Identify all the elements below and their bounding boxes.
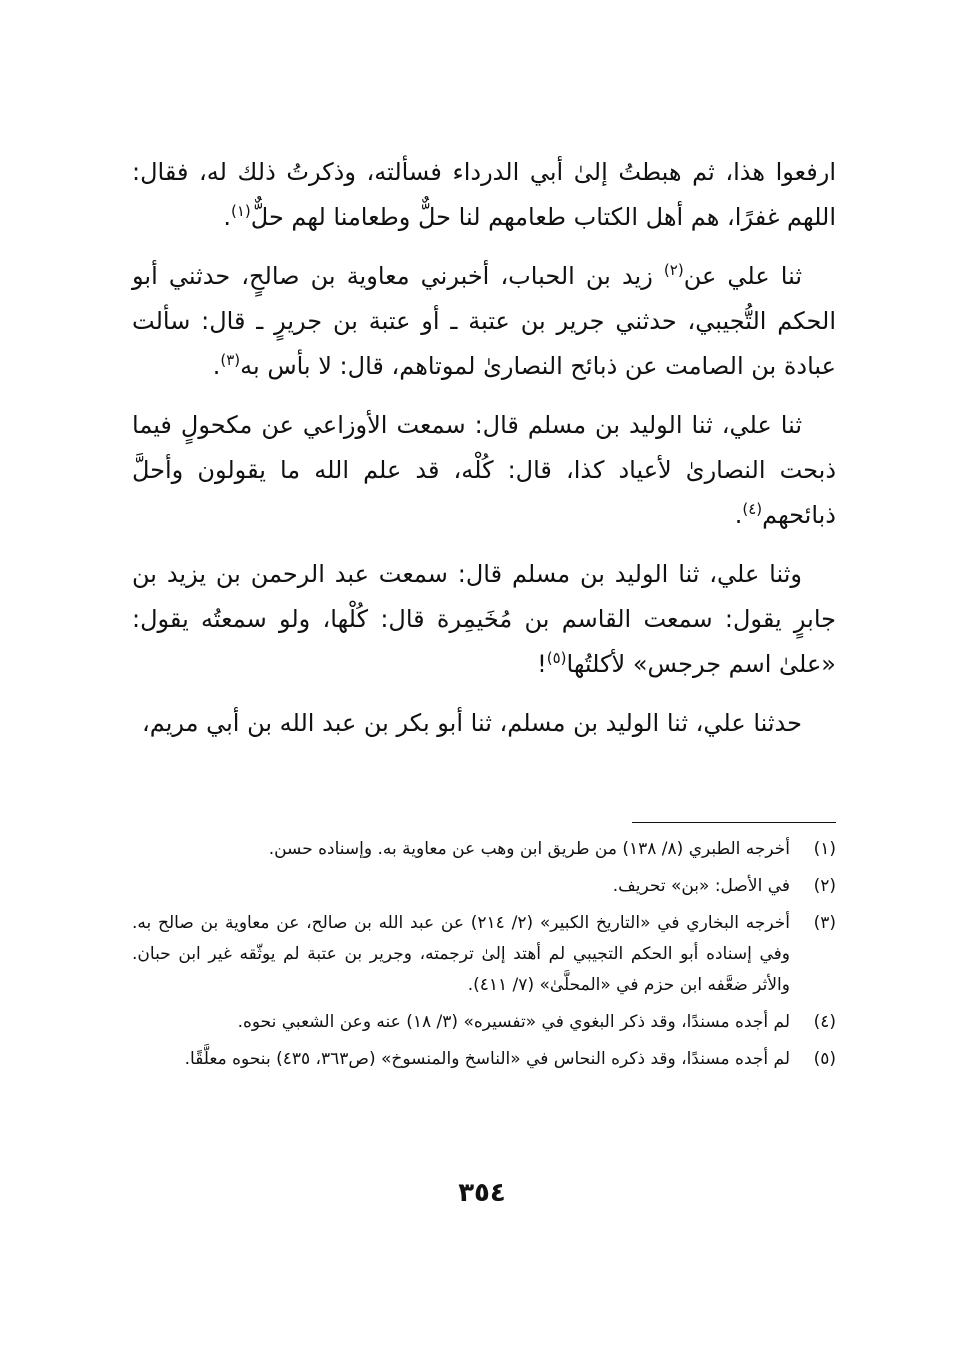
paragraph-text: ثنا علي عن bbox=[683, 262, 802, 290]
paragraph-end: . bbox=[734, 501, 743, 529]
footnote-number: (٤) bbox=[813, 1012, 836, 1032]
footnote-2 bbox=[132, 871, 836, 902]
footnote-text: لم أجده مسندًا، وقد ذكره النحاس في «الناسخ والمنسوخ» (ص٣٦٣، ٤٣٥) بنحوه معلَّقًا. bbox=[184, 1049, 790, 1069]
paragraph-3 bbox=[132, 403, 836, 538]
paragraph-2 bbox=[132, 254, 836, 389]
paragraph-text: ارفعوا هذا، ثم هبطتُ إلىٰ أبي الدرداء فسألته، وذكرتُ ذلك له، فقال: اللهم غفرًا، هم أهل الكتاب طعامهم لنا حلٌّ وطعامنا لهم حلٌّ bbox=[132, 158, 836, 231]
paragraph-5 bbox=[132, 701, 836, 746]
paragraph-end: . bbox=[212, 352, 221, 380]
footnote-ref-1[interactable]: (١) bbox=[230, 202, 251, 220]
footnote-ref-4[interactable]: (٤) bbox=[742, 500, 763, 518]
footnote-text: أخرجه البخاري في «التاريخ الكبير» (٢/ ٢١٤) عن عبد الله بن صالح، عن معاوية بن صالح به. وفي إسناده أبو الحكم التجيبي لم أهتد إلىٰ ترجمته، وجرير بن عتبة لم يوثّقه غير ابن حبان. والأثر ضعَّفه ابن حزم في «المحلَّىٰ» (٧/ ٤١١). bbox=[132, 913, 790, 995]
paragraph-4 bbox=[132, 552, 836, 687]
paragraph-text-continued: زيد بن الحباب، أخبرني معاوية بن صالحٍ، حدثني أبو الحكم التُّجيبي، حدثني جرير بن عتبة ـ أو عتبة بن جريرٍ ـ قال: سألت عبادة بن الصامت عن ذبائح النصارىٰ لموتاهم، قال: لا بأس به bbox=[132, 262, 836, 380]
footnote-5 bbox=[132, 1044, 836, 1075]
footnote-text: في الأصل: «بن» تحريف. bbox=[612, 876, 790, 896]
footnote-text: لم أجده مسندًا، وقد ذكر البغوي في «تفسيره» (٣/ ١٨) عنه وعن الشعبي نحوه. bbox=[237, 1012, 790, 1032]
paragraph-text: وثنا علي، ثنا الوليد بن مسلم قال: سمعت عبد الرحمن بن يزيد بن جابرٍ يقول: سمعت القاسم بن مُخَيمِرة قال: كُلْها، ولو سمعتُه يقول: «علىٰ اسم جرجس» لأكلتُها bbox=[132, 560, 836, 678]
paragraph-end: . bbox=[223, 203, 231, 231]
footnote-3 bbox=[132, 908, 836, 1001]
footnote-number: (٥) bbox=[813, 1049, 836, 1069]
footnote-4 bbox=[132, 1007, 836, 1038]
footnote-ref-3[interactable]: (٣) bbox=[220, 351, 241, 369]
page-number: ٣٥٤ bbox=[458, 1178, 506, 1208]
main-text bbox=[132, 150, 836, 746]
footnote-ref-5[interactable]: (٥) bbox=[546, 649, 567, 667]
paragraph-1 bbox=[132, 150, 836, 240]
paragraph-end: ! bbox=[537, 650, 547, 678]
footnote-number: (١) bbox=[813, 839, 836, 859]
footnotes-section bbox=[132, 834, 836, 1081]
footnote-1 bbox=[132, 834, 836, 865]
paragraph-text: حدثنا علي، ثنا الوليد بن مسلم، ثنا أبو بكر بن عبد الله بن أبي مريم، bbox=[142, 709, 802, 737]
paragraph-text: ثنا علي، ثنا الوليد بن مسلم قال: سمعت الأوزاعي عن مكحولٍ فيما ذبحت النصارىٰ لأعياد كذا، قال: كُلْه، قد علم الله ما يقولون وأحلَّ ذبائحهم bbox=[132, 411, 836, 529]
footnote-separator bbox=[632, 822, 836, 823]
footnote-text: أخرجه الطبري (٨/ ١٣٨) من طريق ابن وهب عن معاوية به. وإسناده حسن. bbox=[268, 839, 790, 859]
footnote-ref-2[interactable]: (٢) bbox=[663, 261, 684, 279]
footnote-number: (٣) bbox=[813, 913, 836, 933]
footnote-number: (٢) bbox=[813, 876, 836, 896]
